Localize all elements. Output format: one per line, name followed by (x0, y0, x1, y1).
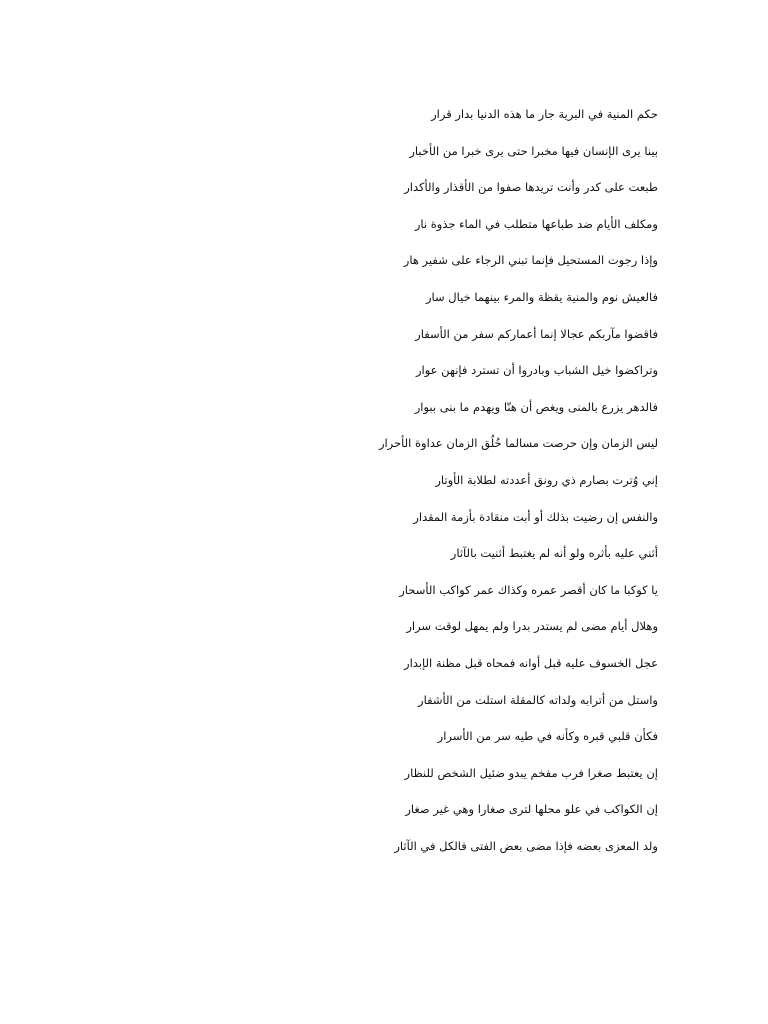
poem-body (358, 106, 658, 874)
poem-verse-2: بينا يرى الإنسان فيها مخبرا حتى يرى خبرا من الأخبار (409, 143, 658, 158)
poem-verse-21: ولد المعزى بعضه فإذا مضى بعض الفتى فالكل في الآثار (394, 838, 658, 853)
poem-verse-3: طبعت على كدر وأنت تريدها صفوا من الأقذار والأكدار (404, 180, 658, 195)
poem-verse-5: وإذا رجوت المستحيل فإنما تبني الرجاء على شفير هار (403, 253, 658, 268)
poem-verse-11: إني وُترت بصارم ذي رونق أعددته لطلابة الأوتار (435, 472, 658, 487)
poem-verse-15: وهلال أيام مضى لم يستدر بدرا ولم يمهل لوقت سرار (406, 619, 658, 634)
poem-verse-9: فالدهر يزرع بالمنى ويغص أن هنّا ويهدم ما بنى ببوار (414, 399, 658, 414)
poem-verse-17: واستل من أترابه ولداته كالمقلة استلت من الأشفار (418, 692, 658, 707)
poem-verse-13: أثني عليه بأثره ولو أنه لم يغتبط أثنيت بالآثار (450, 546, 658, 561)
poem-verse-4: ومكلف الأيام ضد طباعها متطلب في الماء جذوة نار (414, 216, 658, 231)
poem-verse-1: حكم المنية في البرية جار ما هذه الدنيا بدار قرار (431, 107, 658, 121)
poem-verse-10: ليس الزمان وإن حرصت مسالما خُلُق الزمان عداوة الأحرار (378, 436, 658, 451)
poem-verse-12: والنفس إن رضيت بذلك أو أبت منقادة بأزمة المقدار (413, 509, 658, 524)
poem-verse-6: فالعيش نوم والمنية يقظة والمرء بينهما خيال سار (425, 289, 658, 304)
poem-verse-14: يا كوكبا ما كان أقصر عمره وكذاك عمر كواكب الأسحار (399, 582, 658, 597)
poem-verse-18: فكأن قلبي قبره وكأنه في طيه سر من الأسرار (437, 729, 658, 744)
poem-verse-8: وتراكضوا خيل الشباب وبادروا أن تسترد فإنهن عوار (415, 363, 658, 378)
poem-verse-19: إن يعتبط صغرا فرب مفخم يبدو ضئيل الشخص للنظار (404, 765, 658, 780)
poem-verse-16: عجل الخسوف عليه قبل أوانه فمحاه قبل مظنة الإبدار (404, 655, 658, 670)
poem-verse-7: فاقضوا مآربكم عجالا إنما أعماركم سفر من الأسفار (415, 326, 658, 341)
poem-verse-20: إن الكواكب في علو محلها لترى صغارا وهي غير صغار (405, 802, 658, 817)
